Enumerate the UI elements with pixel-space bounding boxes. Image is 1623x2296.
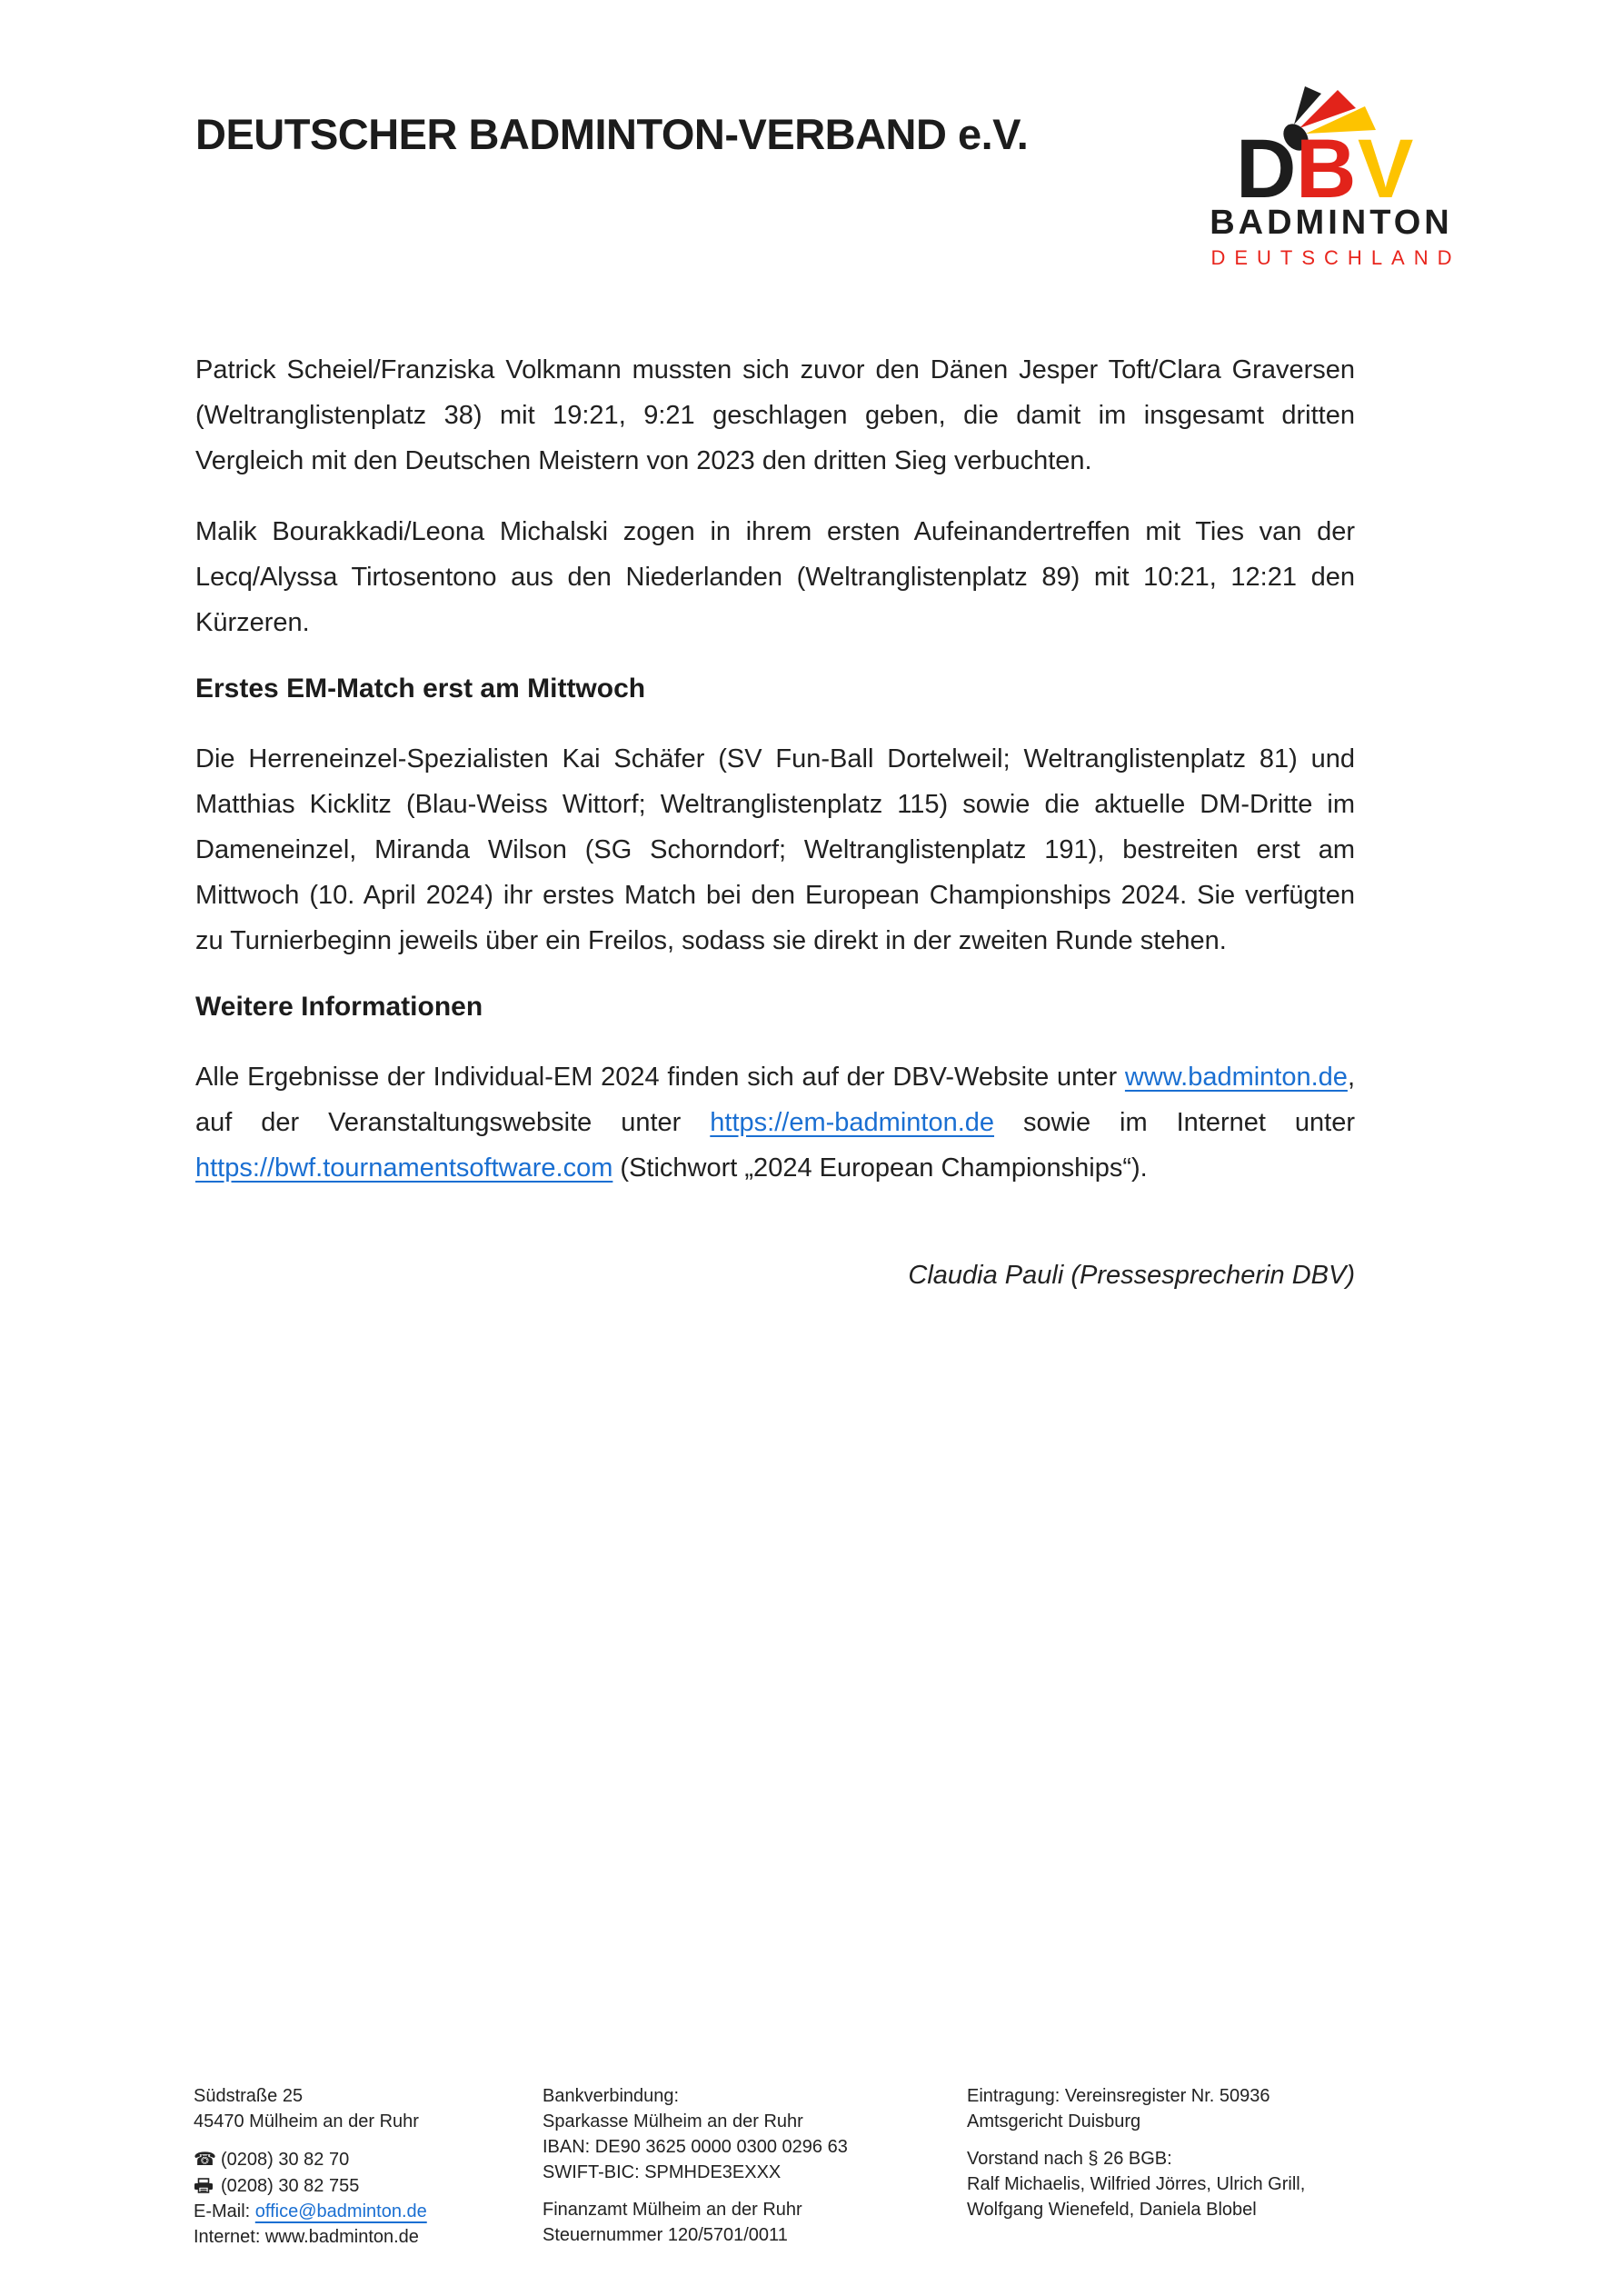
footer-bank-label: Bankverbindung:	[543, 2086, 680, 2106]
paragraph-links-text-3: sowie im Internet unter	[994, 1108, 1355, 1137]
logo-badminton-text: BADMINTON	[1210, 204, 1453, 242]
link-badminton-de[interactable]: www.badminton.de	[1124, 1063, 1348, 1092]
footer-register-column	[967, 2083, 1358, 2250]
link-em-badminton-de[interactable]: https://em-badminton.de	[710, 1108, 995, 1137]
footer-iban: IBAN: DE90 3625 0000 0300 0296 63	[543, 2137, 848, 2157]
subheading-weitere-informationen: Weitere Informationen	[195, 992, 483, 1022]
footer-vorstand-line2: Wolfgang Wienefeld, Daniela Blobel	[967, 2200, 1257, 2220]
footer-bank-column	[543, 2083, 967, 2250]
footer-street: Südstraße 25	[194, 2086, 304, 2106]
page-title: DEUTSCHER BADMINTON-VERBAND e.V.	[195, 110, 1029, 158]
footer-email-label: E-Mail:	[194, 2201, 255, 2221]
footer-amtsgericht: Amtsgericht Duisburg	[967, 2111, 1141, 2131]
footer-vorstand-label: Vorstand nach § 26 BGB:	[967, 2149, 1172, 2169]
footer-fax-number: (0208) 30 82 755	[221, 2176, 360, 2196]
paragraph-links	[195, 1054, 1355, 1191]
paragraph-links-text-4: (Stichwort „2024 European Championships“).	[612, 1153, 1148, 1183]
paragraph-links-text-1: Alle Ergebnisse der Individual-EM 2024 finden sich auf der DBV-Website unter	[195, 1063, 1125, 1092]
footer-city: 45470 Mülheim an der Ruhr	[194, 2111, 419, 2131]
logo-deutschland-text: DEUTSCHLAND	[1210, 246, 1461, 269]
footer-address-column	[194, 2083, 543, 2250]
subheading-erstes-em-match: Erstes EM-Match erst am Mittwoch	[195, 674, 646, 704]
paragraph-links-text-2: , auf der Veranstaltungswebsite unter	[195, 1063, 1355, 1137]
fax-icon	[194, 2172, 221, 2198]
document-content	[195, 0, 1355, 1298]
footer-vorstand-line1: Ralf Michaelis, Wilfried Jörres, Ulrich Grill,	[967, 2174, 1306, 2194]
footer-eintragung: Eintragung: Vereinsregister Nr. 50936	[967, 2086, 1270, 2106]
logo-letter-b: B	[1296, 123, 1357, 215]
footer-steuernummer: Steuernummer 120/5701/0011	[543, 2225, 788, 2245]
footer	[194, 2083, 1358, 2250]
signature-line: Claudia Pauli (Pressesprecherin DBV)	[908, 1261, 1355, 1290]
logo-letter-d: D	[1236, 123, 1297, 215]
link-bwf-tournamentsoftware[interactable]: https://bwf.tournamentsoftware.com	[195, 1153, 613, 1183]
footer-phone-number: (0208) 30 82 70	[221, 2150, 350, 2170]
paragraph-bourakkadi-michalski: Malik Bourakkadi/Leona Michalski zogen in ihrem ersten Aufeinandertreffen mit Ties van der Lecq/Alyssa Tirtosentono aus den Niederlanden (Weltranglistenplatz 89) mit 10:21, 12:21 den Kürzeren.	[195, 517, 1355, 637]
logo-letter-v: V	[1358, 123, 1414, 215]
footer-bank-name: Sparkasse Mülheim an der Ruhr	[543, 2111, 803, 2131]
footer-email-link[interactable]: office@badminton.de	[254, 2201, 427, 2221]
phone-icon: ☎	[194, 2148, 216, 2170]
footer-internet: Internet: www.badminton.de	[194, 2227, 419, 2247]
footer-swift: SWIFT-BIC: SPMHDE3EXXX	[543, 2162, 782, 2182]
paragraph-scheiel-volkmann: Patrick Scheiel/Franziska Volkmann mussten sich zuvor den Dänen Jesper Toft/Clara Graversen (Weltranglistenplatz 38) mit 19:21, 9:21 geschlagen geben, die damit im insgesamt dritten Vergleich mit den Deutschen Meistern von 2023 den dritten Sieg verbuchten.	[195, 355, 1355, 475]
paragraph-schaefer-kicklitz-wilson: Die Herreneinzel-Spezialisten Kai Schäfer (SV Fun-Ball Dortelweil; Weltranglistenplatz 81) und Matthias Kicklitz (Blau-Weiss Wittorf; Weltranglistenplatz 115) sowie die aktuelle DM-Dritte im Dameneinzel, Miranda Wilson (SG Schorndorf; Weltranglistenplatz 191), bestreiten erst am Mittwoch (10. April 2024) ihr erstes Match bei den European Championships 2024. Sie verfügten zu Turnierbeginn jeweils über ein Freilos, sodass sie direkt in der zweiten Runde stehen.	[195, 744, 1355, 955]
footer-finanzamt: Finanzamt Mülheim an der Ruhr	[543, 2200, 802, 2220]
